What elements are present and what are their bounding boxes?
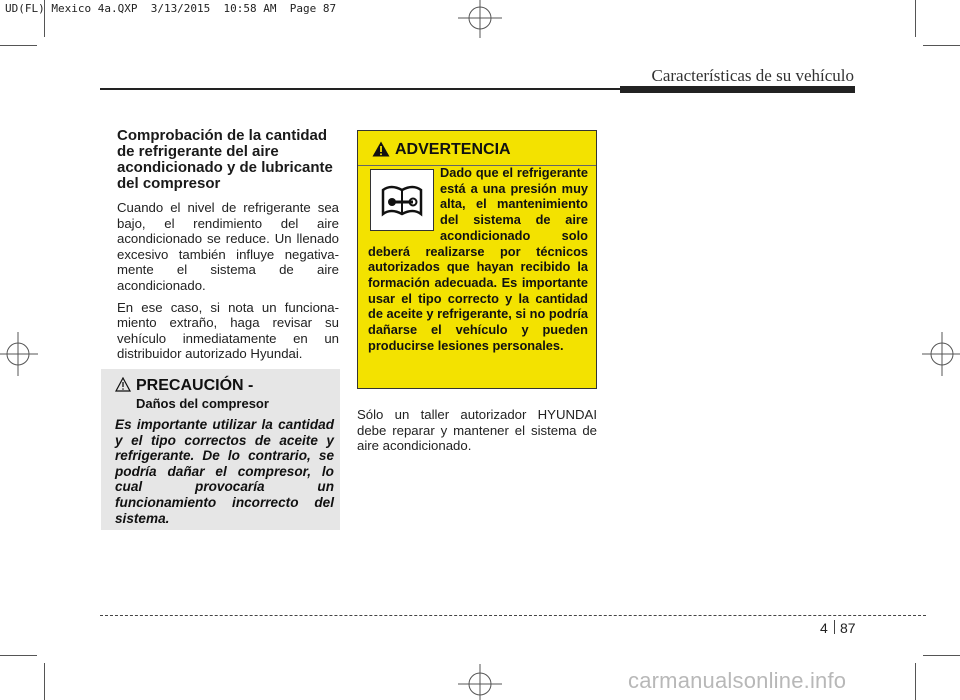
warning-box: [357, 130, 597, 389]
section-heading: Comprobación de la cantidad de refrigerante del aire acondicionado y de lubricante del compresor: [117, 127, 333, 192]
page-divider: [834, 620, 835, 634]
warning-triangle-icon: [372, 141, 390, 157]
footer-rule: [100, 615, 926, 616]
crop-mark: [0, 655, 37, 656]
registration-mark-icon: [920, 326, 960, 382]
body-paragraph: Sólo un taller autorizador HYUNDAI debe reparar y mantener el sistema de aire acondicionado.: [357, 407, 597, 454]
page-number: 87: [840, 620, 856, 636]
registration-mark-icon: [452, 662, 508, 700]
crop-mark: [915, 0, 916, 37]
registration-mark-icon: [452, 0, 508, 40]
crop-mark: [923, 45, 960, 46]
body-paragraph: En ese caso, si nota un funcionamiento extraño, haga revisar su vehículo inmediatamente en un distribuidor autorizado Hyundai.: [117, 299, 339, 362]
left-column: [117, 128, 339, 368]
warning-text-content: Dado que el refrigerante está a una presión muy alta, el mantenimiento del sistema de aire acondicionado solo deberá realizarse por técnicos autorizados que hayan recibido la formación adecuada. Es importante usar el tipo correcto y la cantidad de aceite y refrigerante, si no podría dañarse el vehículo y pueden producirse lesiones personales.: [368, 165, 588, 353]
right-column: [357, 407, 597, 460]
caution-text: Es importante utilizar la cantidad y el tipo correctos de aceite y refrigerante. De lo contrario, se podría dañar el compresor, lo cual provocaría un funcionamiento incorrecto del sistema.: [115, 417, 334, 526]
watermark: carmanualsonline.info: [628, 668, 847, 693]
crop-mark: [44, 663, 45, 700]
caution-subtitle: Daños del compresor: [136, 396, 269, 411]
caution-triangle-icon: [115, 377, 131, 392]
warning-text: [368, 165, 588, 353]
body-paragraph: Cuando el nivel de refrigerante sea bajo, el rendimiento del aire acondicionado se reduce. Un llenado excesivo también influye negativamente el sistema de aire acondicionado.: [117, 200, 339, 293]
crop-mark: [923, 655, 960, 656]
registration-mark-icon: [0, 326, 40, 382]
warning-title: ADVERTENCIA: [395, 141, 511, 158]
caution-box: [101, 369, 340, 530]
caution-title: PRECAUCIÓN -: [136, 377, 254, 394]
crop-mark: [915, 663, 916, 700]
header-bar: [620, 86, 855, 93]
print-slug: UD(FL) Mexico 4a.QXP 3/13/2015 10:58 AM Page 87: [5, 2, 337, 15]
section-title: Características de su vehículo: [651, 66, 854, 85]
crop-mark: [0, 45, 37, 46]
chapter-number: 4: [820, 620, 828, 636]
warning-header: [358, 131, 596, 166]
